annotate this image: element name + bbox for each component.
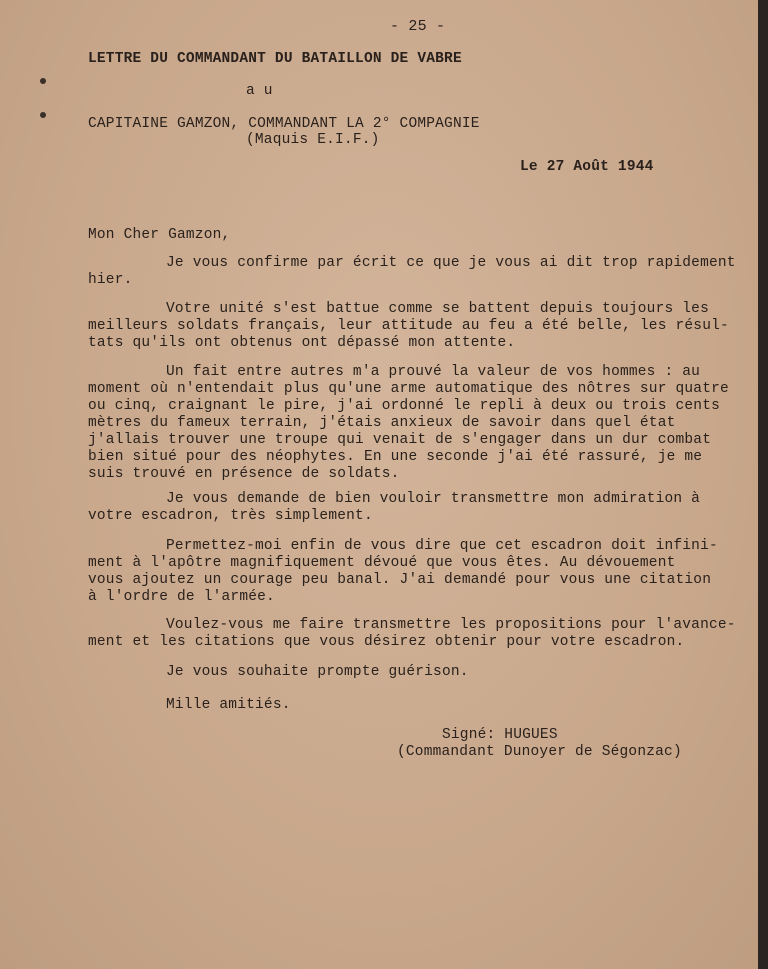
body-line: mètres du fameux terrain, j'étais anxieux de savoir dans quel état	[88, 415, 676, 431]
body-line: meilleurs soldats français, leur attitude au feu a été belle, les résul-	[88, 318, 729, 334]
body-line: ment à l'apôtre magnifiquement dévoué que vous êtes. Au dévouement	[88, 555, 676, 571]
letter-heading-line3: CAPITAINE GAMZON, COMMANDANT LA 2° COMPAGNIE	[88, 116, 480, 132]
body-line: Un fait entre autres m'a prouvé la valeur de vos hommes : au	[166, 364, 701, 380]
body-line: Permettez-moi enfin de vous dire que cet escadron doit infini-	[166, 538, 718, 554]
body-line: Je vous confirme par écrit ce que je vous ai dit trop rapidement	[166, 255, 736, 271]
signature-name: Signé: HUGUES	[442, 727, 558, 743]
body-line: suis trouvé en présence de soldats.	[88, 466, 400, 482]
body-line: hier.	[88, 272, 133, 288]
body-line: Votre unité s'est battue comme se battent depuis toujours les	[166, 301, 709, 317]
signature-title: (Commandant Dunoyer de Ségonzac)	[397, 744, 682, 760]
letter-heading-line1: LETTRE DU COMMANDANT DU BATAILLON DE VABRE	[88, 51, 462, 67]
body-line: tats qu'ils ont obtenus ont dépassé mon attente.	[88, 335, 516, 351]
letter-date: Le 27 Août 1944	[520, 159, 654, 175]
body-line: votre escadron, très simplement.	[88, 508, 373, 524]
letter-heading-line2: a u	[246, 83, 273, 99]
body-line: moment où n'entendait plus qu'une arme automatique des nôtres sur quatre	[88, 381, 729, 397]
body-line: vous ajoutez un courage peu banal. J'ai demandé pour vous une citation	[88, 572, 712, 588]
body-line: j'allais trouver une troupe qui venait de s'engager dans un dur combat	[88, 432, 712, 448]
body-line: ou cinq, craignant le pire, j'ai ordonné le repli à deux ou trois cents	[88, 398, 721, 414]
binder-hole	[40, 78, 46, 84]
page-number: - 25 -	[390, 18, 446, 35]
salutation: Mon Cher Gamzon,	[88, 227, 231, 243]
binder-hole	[40, 112, 46, 118]
body-line: bien situé pour des néophytes. En une seconde j'ai été rassuré, je me	[88, 449, 703, 465]
body-line: Je vous souhaite prompte guérison.	[166, 664, 469, 680]
body-line: Je vous demande de bien vouloir transmettre mon admiration à	[166, 491, 701, 507]
body-line: ment et les citations que vous désirez obtenir pour votre escadron.	[88, 634, 685, 650]
body-line: Voulez-vous me faire transmettre les propositions pour l'avance-	[166, 617, 736, 633]
page-edge-shadow	[758, 0, 768, 969]
body-line: à l'ordre de l'armée.	[88, 589, 275, 605]
body-line: Mille amitiés.	[166, 697, 291, 713]
letter-heading-line4: (Maquis E.I.F.)	[246, 132, 380, 148]
